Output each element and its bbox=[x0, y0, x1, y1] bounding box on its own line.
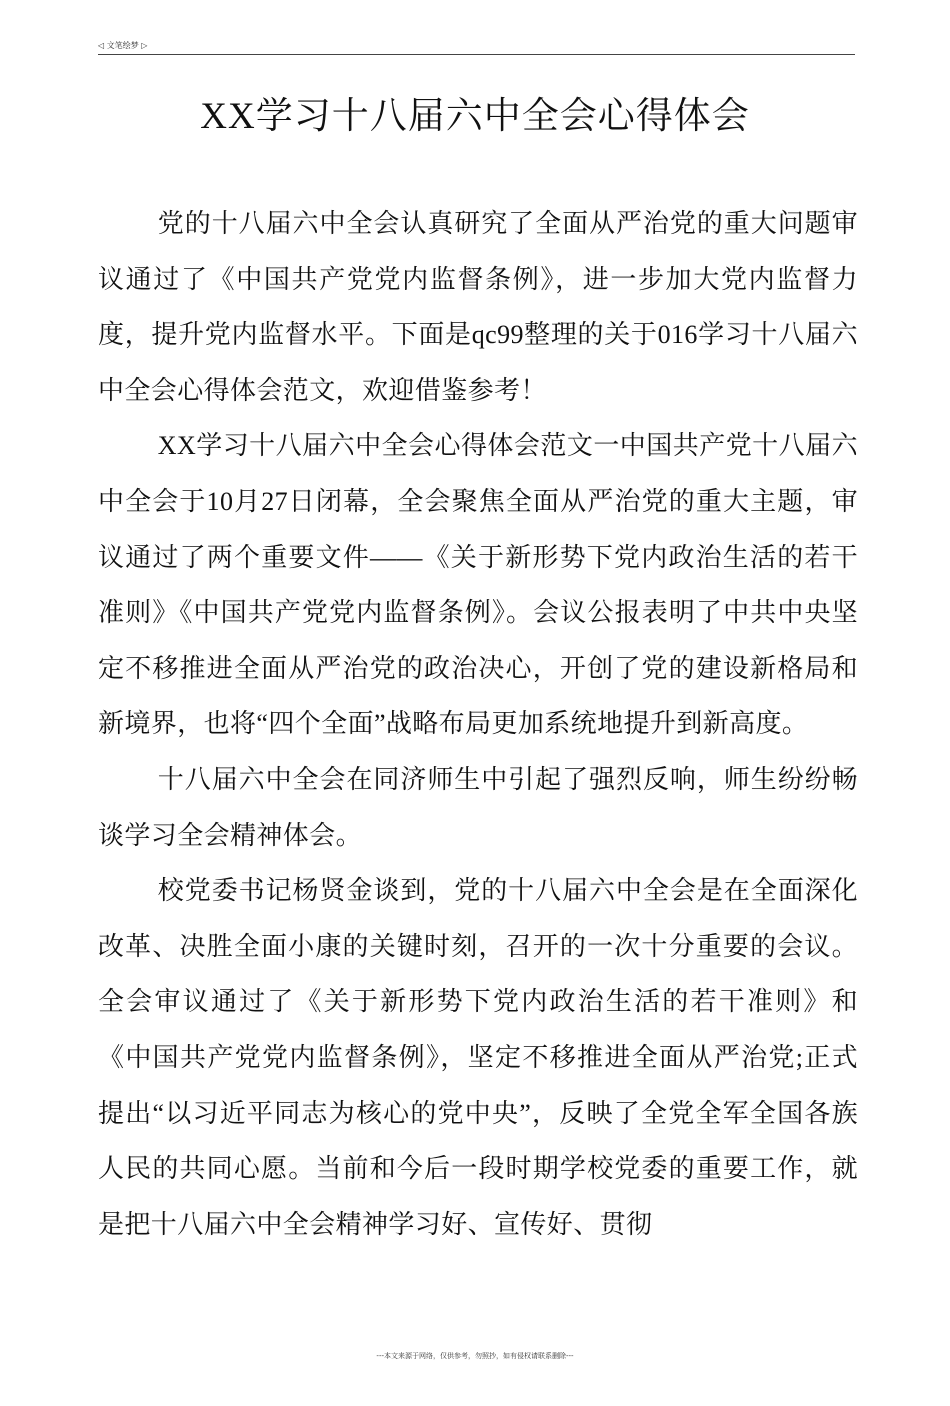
header-text: ◁ 文笔绘梦 ▷ bbox=[98, 41, 148, 50]
paragraph-intro: 党的十八届六中全会认真研究了全面从严治党的重大问题审议通过了《中国共产党党内监督条例》，进一步加大党内监督力度，提升党内监督水平。下面是qc99整理的关于016学习十八届六中全会心得体会范文，欢迎借鉴参考！ bbox=[98, 209, 858, 405]
paragraph-secretary: 校党委书记杨贤金谈到，党的十八届六中全会是在全面深化改革、决胜全面小康的关键时刻，召开的一次十分重要的会议。全会审议通过了《关于新形势下党内政治生活的若干准则》和《中国共产党党内监督条例》，坚定不移推进全面从严治党;正式提出“以习近平同志为核心的党中央”，反映了全党全军全国各族人民的共同心愿。当前和今后一段时期学校党委的重要工作，就是把十八届六中全会精神学习好、宣传好、贯彻 bbox=[98, 876, 858, 1239]
document-body bbox=[98, 196, 858, 1252]
page-footer: ---本文来源于网络，仅供参考，勿照抄，如有侵权请联系删除--- bbox=[376, 1352, 574, 1360]
document-title: XX学习十八届六中全会心得体会 bbox=[200, 96, 750, 137]
paragraph-reaction: 十八届六中全会在同济师生中引起了强烈反响，师生纷纷畅谈学习全会精神体会。 bbox=[98, 764, 858, 850]
page-header bbox=[98, 38, 855, 55]
paragraph-essay-one: XX学习十八届六中全会心得体会范文一中国共产党十八届六中全会于10月27日闭幕，全会聚焦全面从严治党的重大主题，审议通过了两个重要文件——《关于新形势下党内政治生活的若干准则》《中国共产党党内监督条例》。会议公报表明了中共中央坚定不移推进全面从严治党的政治决心，开创了党的建设新格局和新境界，也将“四个全面”战略布局更加系统地提升到新高度。 bbox=[98, 431, 858, 739]
